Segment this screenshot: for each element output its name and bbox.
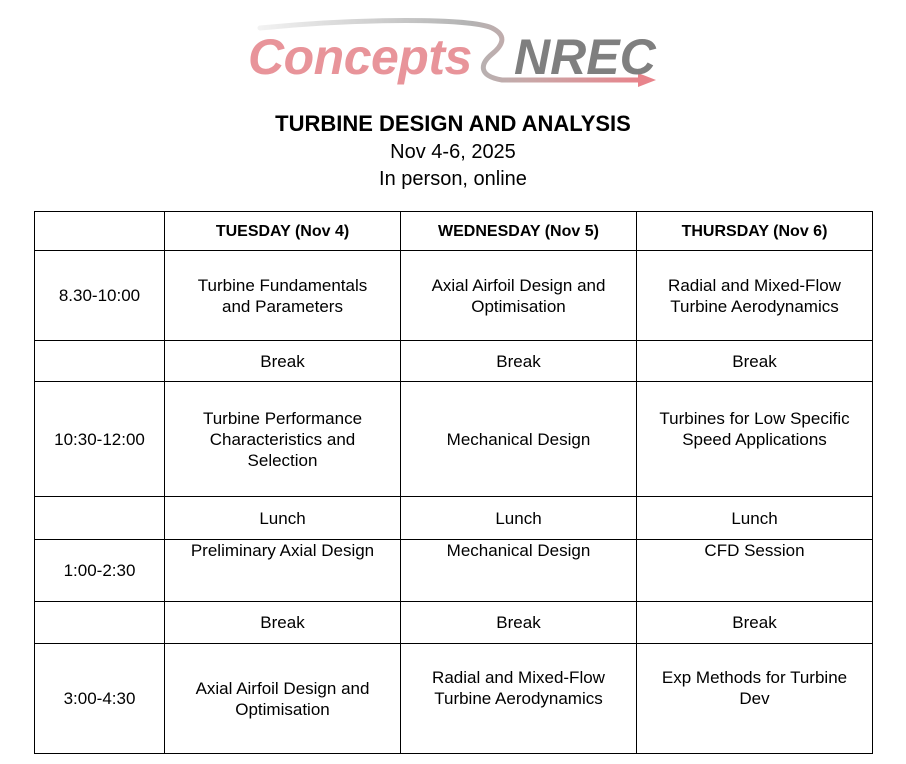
course-dates: Nov 4-6, 2025 <box>390 141 516 163</box>
table-row <box>35 382 873 497</box>
schedule-table <box>34 211 873 754</box>
session-cell: Preliminary Axial Design <box>165 540 401 602</box>
table-row <box>35 497 873 540</box>
course-title: TURBINE DESIGN AND ANALYSIS <box>275 111 631 136</box>
header-cell-wednesday: WEDNESDAY (Nov 5) <box>401 212 637 251</box>
table-row <box>35 644 873 754</box>
session-cell: Mechanical Design <box>401 382 637 497</box>
lunch-cell: Lunch <box>637 497 873 540</box>
table-row <box>35 251 873 341</box>
course-format: In person, online <box>379 168 527 190</box>
time-cell <box>35 497 165 540</box>
break-cell: Break <box>401 341 637 382</box>
session-cell: Radial and Mixed-Flow Turbine Aerodynamics <box>401 644 637 754</box>
break-cell: Break <box>165 602 401 644</box>
header-cell-time <box>35 212 165 251</box>
table-row <box>35 341 873 382</box>
concepts-nrec-logo <box>240 14 670 98</box>
session-cell: Exp Methods for Turbine Dev <box>637 644 873 754</box>
header-row <box>35 212 873 251</box>
session-cell: CFD Session <box>637 540 873 602</box>
time-cell: 3:00-4:30 <box>35 644 165 754</box>
header-cell-thursday: THURSDAY (Nov 6) <box>637 212 873 251</box>
time-cell <box>35 602 165 644</box>
break-cell: Break <box>165 341 401 382</box>
time-cell: 1:00-2:30 <box>35 540 165 602</box>
time-cell <box>35 341 165 382</box>
session-cell: Turbine Fundamentals and Parameters <box>165 251 401 341</box>
session-cell: Mechanical Design <box>401 540 637 602</box>
break-cell: Break <box>401 602 637 644</box>
session-cell: Turbines for Low Specific Speed Applications <box>637 382 873 497</box>
course-header <box>0 109 906 193</box>
lunch-cell: Lunch <box>401 497 637 540</box>
session-cell: Turbine Performance Characteristics and Selection <box>165 382 401 497</box>
break-cell: Break <box>637 602 873 644</box>
table-row <box>35 602 873 644</box>
logo-text-concepts: Concepts <box>248 29 472 85</box>
header-cell-tuesday: TUESDAY (Nov 4) <box>165 212 401 251</box>
logo-text-nrec: NREC <box>514 29 656 85</box>
time-cell: 10:30-12:00 <box>35 382 165 497</box>
session-cell: Radial and Mixed-Flow Turbine Aerodynamics <box>637 251 873 341</box>
lunch-cell: Lunch <box>165 497 401 540</box>
time-cell: 8.30-10:00 <box>35 251 165 341</box>
session-cell: Axial Airfoil Design and Optimisation <box>401 251 637 341</box>
break-cell: Break <box>637 341 873 382</box>
session-cell: Axial Airfoil Design and Optimisation <box>165 644 401 754</box>
table-row <box>35 540 873 602</box>
